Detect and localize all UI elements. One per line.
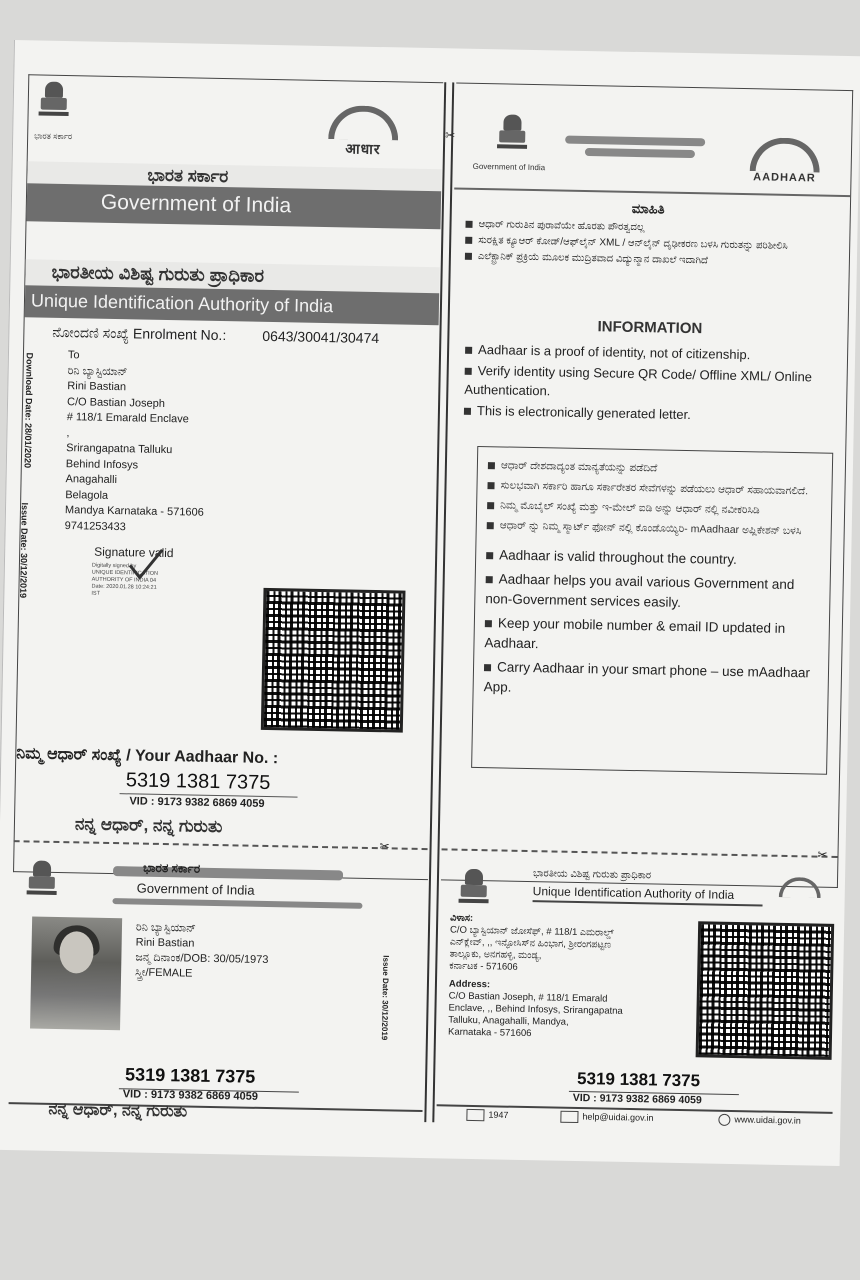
footer-website: www.uidai.gov.in: [718, 1114, 801, 1128]
card-issue-date: Issue Date: 30/12/2019: [379, 955, 391, 1041]
address-label: Address:: [448, 978, 491, 991]
address-line: Mandya Karnataka - 571606: [64, 504, 204, 519]
info-kannada-item: ಎಲೆಕ್ಟ್ರಾನಿಕ್ ಪ್ರಕ್ರಿಯೆ ಮೂಲಕ ಮುದ್ರಿತವಾದ ವಿದ್ಯುನ್ಮಾನ ದಾಖಲೆ ಇದಾಗಿದೆ: [465, 250, 825, 271]
checkmark-icon: [126, 547, 167, 582]
card-gov-english: Government of India: [136, 880, 255, 898]
card-vid-number: VID : 9173 9382 6869 4059: [572, 1091, 702, 1107]
uidai-english-title: Unique Identification Authority of India: [30, 290, 334, 317]
benefit-item: Aadhaar is valid throughout the country.: [486, 545, 820, 571]
card-qr-code: [696, 921, 835, 1060]
aadhaar-letter-sheet: [0, 40, 860, 1166]
header-rule: [454, 187, 850, 197]
uidai-kannada-title: ಭಾರತೀಯ ವಿಶಿಷ್ಟ ಗುರುತು ಪ್ರಾಧಿಕಾರ: [51, 261, 265, 286]
aadhaar-card-front: [8, 846, 427, 1124]
address-line: ರಿನಿ ಬ್ಯಾಸ್ಟಿಯಾನ್: [67, 364, 128, 378]
footer-email: help@uidai.gov.in: [560, 1111, 653, 1125]
emblem-caption: Government of India: [472, 161, 546, 173]
address-kannada-label: ವಿಳಾಸ:: [450, 912, 474, 924]
enrolment-label: ನೋಂದಣಿ ಸಂಖ್ಯೆ Enrolment No.:: [52, 323, 227, 344]
phone-icon: [466, 1109, 484, 1121]
tagline: ನನ್ನ ಆಧಾರ್, ನನ್ನ ಗುರುತು: [74, 814, 223, 837]
gov-english-title: Government of India: [100, 190, 292, 218]
scissors-icon: ✂: [379, 839, 390, 854]
download-date: Download Date: 28/01/2020: [22, 352, 35, 469]
address-line: # 118/1 Emarald Enclave: [66, 411, 189, 426]
card-tagline: ನನ್ನ ಆಧಾರ್, ನನ್ನ ಗುರುತು: [48, 1100, 188, 1121]
info-kannada-title: ಮಾಹಿತಿ: [631, 200, 665, 217]
recipient-address: [65, 348, 207, 537]
national-emblem-icon: [36, 81, 71, 128]
gov-english-band: [27, 183, 442, 229]
card-aadhaar-number: 5319 1381 7375: [124, 1064, 256, 1087]
info-kannada-item: ಸುರಕ್ಷಿತ ಕ್ಯೂಆರ್ ಕೋಡ್/ಆಫ್‌ಲೈನ್ XML / ಆನ್‌ಲೈನ್ ದೃಢೀಕರಣ ಬಳಸಿ ಗುರುತನ್ನು ಪರಿಶೀಲಿಸಿ: [465, 234, 825, 255]
email-icon: [560, 1111, 578, 1123]
information-item: Verify identity using Secure QR Code/ Offline XML/ Online Authentication.: [464, 362, 813, 399]
benefit-kannada-item: ಆಧಾರ್ ನ್ನು ನಿಮ್ಮ ಸ್ಮಾರ್ಟ್ ಫೋನ್ ನಲ್ಲಿ ಕೊಂಡೊಯ್ಯಿರಿ- mAadhaar ಅಪ್ಲಿಕೇಶನ್ ಬಳಸಿ: [487, 517, 821, 539]
enrolment-number: 0643/30041/30474: [262, 327, 380, 347]
holder-name-kannada: ರಿನಿ ಬ್ಯಾಸ್ಟಿಯಾನ್: [135, 921, 196, 935]
digital-signature-details: Digitally signed by UNIQUE IDENTIFICATION AUTHORITY OF INDIA 04 Date: 2020.01.28 10:24:21 IST: [91, 562, 159, 597]
national-emblem-icon: [495, 114, 530, 161]
address-kannada-block: ವಿಳಾಸ: C/O ಬ್ಯಾಸ್ಟಿಯಾನ್ ಜೋಸೆಫ್, # 118/1 ಎಮರಾಲ್ಡ್ ಎನ್‌ಕ್ಲೇವ್, ,, ಇನ್ಫೋಸಿಸ್‌ನ ಹಿಂಭಾಗ, ಶ್ರೀರಂಗಪಟ್ಟಣ ತಾಲ್ಲೂಕು, ಅನಗಹಳ್ಳಿ, ಮಂಡ್ಯ, ಕರ್ನಾಟಕ - 571606: [449, 912, 614, 973]
your-aadhaar-label: ನಿಮ್ಮ ಆಧಾರ್ ಸಂಖ್ಯೆ / Your Aadhaar No. :: [16, 745, 279, 768]
address-line: Belagola: [65, 488, 109, 502]
aadhaar-number: 5319 1381 7375: [125, 769, 271, 795]
letter-issue-date: Issue Date: 30/12/2019: [18, 502, 30, 599]
emblem-caption: ಭಾರತ ಸರ್ಕಾರ: [34, 131, 73, 142]
national-emblem-icon: [456, 869, 491, 916]
card-vid-number: VID : 9173 9382 6869 4059: [122, 1088, 259, 1103]
aadhaar-logo-icon: [779, 877, 809, 898]
benefit-kannada-item: ನಿಮ್ಮ ಮೊಬೈಲ್ ಸಂಖ್ಯೆ ಮತ್ತು ಇ-ಮೇಲ್ ಐಡಿ ಅನ್ನು ಆಧಾರ್ ನಲ್ಲಿ ನವೀಕರಿಸಿಡಿ: [487, 497, 821, 519]
redaction-mark: [585, 148, 695, 158]
globe-icon: [718, 1114, 730, 1126]
letter-left-panel: [13, 74, 443, 880]
footer-phone: 1947: [466, 1109, 508, 1122]
address-line: ,: [66, 426, 70, 439]
address-line: Behind Infosys: [65, 457, 139, 471]
address-line: C/O Bastian Joseph: [66, 395, 166, 410]
information-item: This is electronically generated letter.: [464, 401, 834, 427]
address-line: Srirangapatna Talluku: [66, 442, 173, 457]
card-gov-kannada: ಭಾರತ ಸರ್ಕಾರ: [143, 860, 201, 876]
redaction-mark: [565, 136, 705, 147]
uidai-english-band: [25, 285, 440, 325]
national-emblem-icon: [24, 860, 59, 907]
information-item: Aadhaar is a proof of identity, not of citizenship.: [465, 340, 835, 366]
benefit-item: Aadhaar helps you avail various Government and non-Government services easily.: [485, 571, 795, 610]
aadhaar-logo-word: AADHAAR: [753, 171, 816, 185]
holder-details: [135, 921, 269, 984]
letter-qr-code: [261, 588, 406, 733]
holder-gender: ಸ್ತ್ರೀ/FEMALE: [135, 966, 193, 980]
holder-name: Rini Bastian: [135, 936, 195, 950]
benefit-kannada-item: ಸುಲಭವಾಗಿ ಸರ್ಕಾರಿ ಹಾಗೂ ಸರ್ಕಾರೇತರ ಸೇವೆಗಳನ್ನು ಪಡೆಯಲು ಆಧಾರ್ ಸಹಾಯವಾಗಲಿದೆ.: [487, 477, 821, 499]
benefit-item: Carry Aadhaar in your smart phone – use mAadhaar App.: [483, 659, 811, 695]
address-line: To: [67, 349, 80, 362]
gov-kannada-title: ಭಾರತ ಸರ್ಕಾರ: [147, 165, 229, 187]
letter-right-panel: [441, 82, 853, 887]
benefit-kannada-item: ಆಧಾರ್ ದೇಶದಾದ್ಯಂತ ಮಾನ್ಯತೆಯನ್ನು ಪಡೆದಿದೆ: [488, 457, 822, 479]
redaction-mark: [112, 898, 362, 909]
holder-dob: ಜನ್ಮ ದಿನಾಂಕ/DOB: 30/05/1973: [135, 951, 269, 967]
card-uidai-english: Unique Identification Authority of India: [532, 884, 735, 902]
card-aadhaar-number: 5319 1381 7375: [576, 1069, 701, 1091]
aadhaar-card-back: [436, 854, 837, 1132]
card-uidai-kannada: ಭಾರತೀಯ ವಿಶಿಷ್ಟ ಗುರುತು ಪ್ರಾಧಿಕಾರ: [532, 868, 652, 882]
address-line: Anagahalli: [65, 473, 118, 487]
info-kannada-list: [465, 218, 826, 273]
information-list: [464, 340, 836, 429]
scissors-icon: ✂: [817, 847, 828, 862]
aadhaar-logo-word: आधार: [345, 140, 381, 158]
benefits-box: [471, 446, 833, 775]
benefit-item: Keep your mobile number & email ID updated in Aadhaar.: [484, 615, 786, 652]
info-kannada-item: ಆಧಾರ್ ಗುರುತಿನ ಪುರಾವೆಯೇ ಹೊರತು ಪೌರತ್ವದಲ್ಲ: [465, 218, 825, 239]
address-line: Rini Bastian: [67, 380, 127, 394]
address-english-block: Address: C/O Bastian Joseph, # 118/1 Emarald Enclave, ,, Behind Infosys, Srirangapatna Talluku, Anagahalli, Mandya, Karnataka - 571606: [447, 978, 623, 1040]
aadhaar-logo-icon: [736, 137, 833, 185]
aadhaar-logo-icon: [318, 105, 409, 160]
address-line: 9741253433: [64, 519, 126, 533]
vid-number: VID : 9173 9382 6869 4059: [129, 795, 265, 810]
holder-photo: [30, 917, 122, 1031]
scissors-icon: ✂: [445, 128, 456, 143]
information-title: INFORMATION: [597, 318, 703, 338]
signature-valid-label: Signature valid: [94, 544, 174, 561]
